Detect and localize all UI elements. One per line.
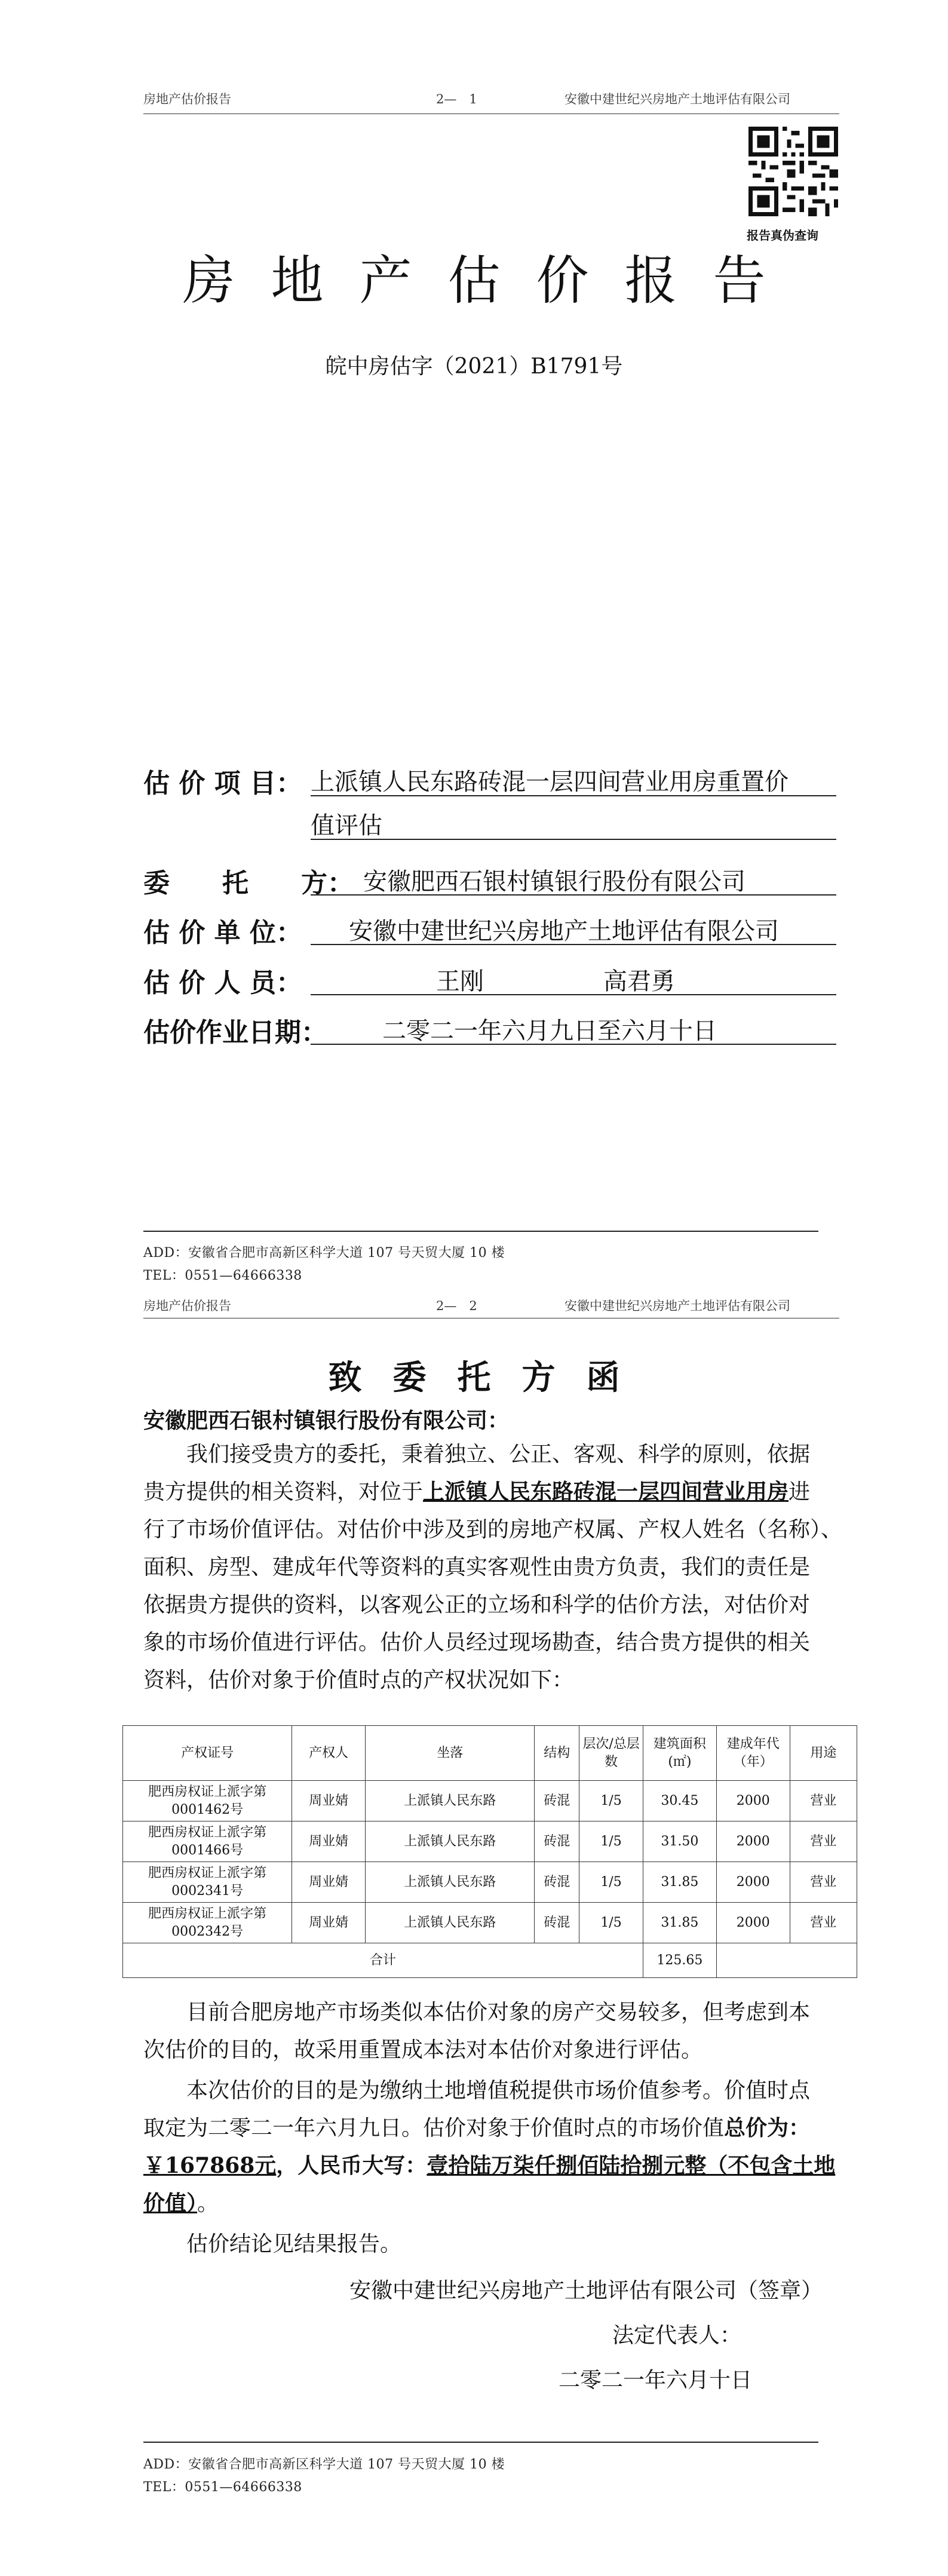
table-cell: 营业 bbox=[790, 1903, 857, 1943]
column-header: 建成年代（年） bbox=[716, 1726, 790, 1781]
property-table bbox=[122, 1725, 857, 1978]
paragraph-line: 贵方提供的相关资料，对位于上派镇人民东路砖混一层四间营业用房进 bbox=[143, 1479, 811, 1504]
client-underline bbox=[311, 894, 836, 896]
project-value-line2: 值评估 bbox=[311, 812, 382, 839]
table-cell: 1/5 bbox=[579, 1781, 643, 1821]
appraiser-2: 高君勇 bbox=[603, 968, 675, 995]
table-cell: 营业 bbox=[790, 1862, 857, 1903]
appraiser-1: 王刚 bbox=[436, 968, 484, 995]
table-cell: 30.45 bbox=[643, 1781, 716, 1821]
appraiser-underline bbox=[311, 994, 836, 995]
total-label: 合计 bbox=[123, 1943, 643, 1978]
table-cell: 肥西房权证上派字第0001466号 bbox=[123, 1821, 292, 1862]
table-cell bbox=[716, 1943, 857, 1978]
table-row bbox=[123, 1821, 857, 1862]
footer-rule bbox=[143, 2442, 818, 2443]
client-label: 委 托 方： bbox=[143, 868, 354, 898]
column-header: 结构 bbox=[535, 1726, 579, 1781]
table-cell: 上派镇人民东路 bbox=[366, 1862, 535, 1903]
paragraph-line: 象的市场价值进行评估。估价人员经过现场勘查，结合贵方提供的相关 bbox=[143, 1630, 811, 1655]
project-label: 估 价 项 目： bbox=[143, 768, 302, 799]
paragraph-line: 次估价的目的，故采用重置成本法对本估价对象进行评估。 bbox=[143, 2038, 703, 2062]
table-cell: 肥西房权证上派字第0002341号 bbox=[123, 1862, 292, 1903]
project-underline-2 bbox=[311, 839, 836, 840]
unit-underline bbox=[311, 944, 836, 945]
table-cell: 1/5 bbox=[579, 1862, 643, 1903]
table-cell: 2000 bbox=[716, 1821, 790, 1862]
page-header-right: 安徽中建世纪兴房地产土地评估有限公司 bbox=[564, 1299, 790, 1313]
paragraph-line: 本次估价的目的是为缴纳土地增值税提供市场价值参考。价值时点 bbox=[186, 2078, 811, 2103]
client-value: 安徽肥西石银村镇银行股份有限公司 bbox=[363, 868, 745, 896]
project-value-line1: 上派镇人民东路砖混一层四间营业用房重置价 bbox=[311, 768, 789, 796]
property-name: 上派镇人民东路砖混一层四间营业用房 bbox=[423, 1479, 789, 1504]
footer-address: ADD：安徽省合肥市高新区科学大道 107 号天贸大厦 10 楼 bbox=[143, 1246, 505, 1261]
appraiser-label: 估 价 人 员： bbox=[143, 968, 302, 998]
letter-addressee: 安徽肥西石银村镇银行股份有限公司： bbox=[143, 1408, 510, 1433]
project-underline-1 bbox=[311, 795, 836, 796]
column-header: 坐落 bbox=[366, 1726, 535, 1781]
qr-code-icon bbox=[748, 127, 838, 216]
signature-date: 二零二一年六月十日 bbox=[559, 2368, 753, 2393]
letter-title: 致委托方函 bbox=[328, 1358, 651, 1397]
table-cell: 肥西房权证上派字第0001462号 bbox=[123, 1781, 292, 1821]
table-cell: 周业婧 bbox=[292, 1862, 366, 1903]
date-value: 二零二一年六月九日至六月十日 bbox=[382, 1017, 717, 1045]
column-header: 用途 bbox=[790, 1726, 857, 1781]
price-words-end: 价值） bbox=[143, 2191, 198, 2216]
table-header-row bbox=[123, 1726, 857, 1781]
price-figure: ￥167868元 bbox=[143, 2153, 277, 2178]
date-underline bbox=[311, 1044, 836, 1045]
qr-caption: 报告真伪查询 bbox=[747, 228, 818, 243]
table-cell: 上派镇人民东路 bbox=[366, 1821, 535, 1862]
table-cell: 周业婧 bbox=[292, 1903, 366, 1943]
table-cell: 砖混 bbox=[535, 1821, 579, 1862]
table-cell: 周业婧 bbox=[292, 1781, 366, 1821]
footer-rule bbox=[143, 1231, 818, 1232]
table-cell: 2000 bbox=[716, 1781, 790, 1821]
paragraph-line: 面积、房型、建成年代等资料的真实客观性由贵方负责，我们的责任是 bbox=[143, 1555, 811, 1580]
table-cell: 砖混 bbox=[535, 1781, 579, 1821]
table-row bbox=[123, 1903, 857, 1943]
paragraph-line: 依据贵方提供的资料，以客观公正的立场和科学的估价方法，对估价对 bbox=[143, 1593, 811, 1617]
table-cell: 周业婧 bbox=[292, 1821, 366, 1862]
total-value: 125.65 bbox=[643, 1943, 716, 1978]
price-words: 壹拾陆万柒仟捌佰陆拾捌元整（不包含土地 bbox=[427, 2153, 836, 2178]
table-row bbox=[123, 1781, 857, 1821]
paragraph-line: 目前合肥房地产市场类似本估价对象的房产交易较多，但考虑到本 bbox=[186, 2000, 811, 2025]
footer-tel: TEL：0551—64666338 bbox=[143, 2480, 302, 2495]
footer-address: ADD：安徽省合肥市高新区科学大道 107 号天贸大厦 10 楼 bbox=[143, 2457, 505, 2472]
total-price-label: 总价为： bbox=[724, 2115, 811, 2140]
column-header: 产权证号 bbox=[123, 1726, 292, 1781]
unit-label: 估 价 单 位： bbox=[143, 918, 302, 948]
unit-value: 安徽中建世纪兴房地产土地评估有限公司 bbox=[349, 918, 779, 945]
report-title: 房地产估价报告 bbox=[182, 250, 802, 311]
table-cell: 2000 bbox=[716, 1903, 790, 1943]
column-header: 产权人 bbox=[292, 1726, 366, 1781]
table-total-row bbox=[123, 1943, 857, 1978]
signature-company: 安徽中建世纪兴房地产土地评估有限公司（签章） bbox=[349, 2278, 823, 2303]
paragraph-line: 行了市场价值评估。对估价中涉及到的房地产权属、产权人姓名（名称）、 bbox=[143, 1517, 843, 1542]
table-cell: 砖混 bbox=[535, 1862, 579, 1903]
table-row bbox=[123, 1862, 857, 1903]
paragraph-line: 取定为二零二一年六月九日。估价对象于价值时点的市场价值总价为： bbox=[143, 2115, 811, 2140]
column-header: 建筑面积(㎡) bbox=[643, 1726, 716, 1781]
table-cell: 2000 bbox=[716, 1862, 790, 1903]
paragraph-line: 我们接受贵方的委托，秉着独立、公正、客观、科学的原则，依据 bbox=[186, 1442, 811, 1467]
table-cell: 上派镇人民东路 bbox=[366, 1781, 535, 1821]
paragraph-line: 价值）。 bbox=[143, 2191, 219, 2216]
column-header: 层次/总层数 bbox=[579, 1726, 643, 1781]
page-number: 2— 2 bbox=[436, 1299, 477, 1313]
table-cell: 营业 bbox=[790, 1821, 857, 1862]
table-cell: 31.85 bbox=[643, 1903, 716, 1943]
page-number: 2— 1 bbox=[436, 92, 477, 106]
page-header-left: 房地产估价报告 bbox=[143, 92, 231, 106]
table-cell: 营业 bbox=[790, 1781, 857, 1821]
legal-representative: 法定代表人： bbox=[612, 2323, 742, 2348]
document-number: 皖中房估字（2021）B1791号 bbox=[325, 354, 623, 379]
page-header-right: 安徽中建世纪兴房地产土地评估有限公司 bbox=[564, 92, 790, 106]
table-cell: 31.50 bbox=[643, 1821, 716, 1862]
page-header-left: 房地产估价报告 bbox=[143, 1299, 231, 1313]
table-cell: 1/5 bbox=[579, 1821, 643, 1862]
footer-tel: TEL：0551—64666338 bbox=[143, 1268, 302, 1283]
paragraph-line: 估价结论见结果报告。 bbox=[186, 2232, 402, 2256]
table-cell: 31.85 bbox=[643, 1862, 716, 1903]
table-cell: 1/5 bbox=[579, 1903, 643, 1943]
table-cell: 上派镇人民东路 bbox=[366, 1903, 535, 1943]
table-cell: 砖混 bbox=[535, 1903, 579, 1943]
date-label: 估价作业日期： bbox=[143, 1017, 327, 1048]
paragraph-line: ￥167868元，人民币大写：壹拾陆万柒仟捌佰陆拾捌元整（不包含土地 bbox=[143, 2153, 836, 2178]
table-cell: 肥西房权证上派字第0002342号 bbox=[123, 1903, 292, 1943]
paragraph-line: 资料，估价对象于价值时点的产权状况如下： bbox=[143, 1668, 574, 1692]
